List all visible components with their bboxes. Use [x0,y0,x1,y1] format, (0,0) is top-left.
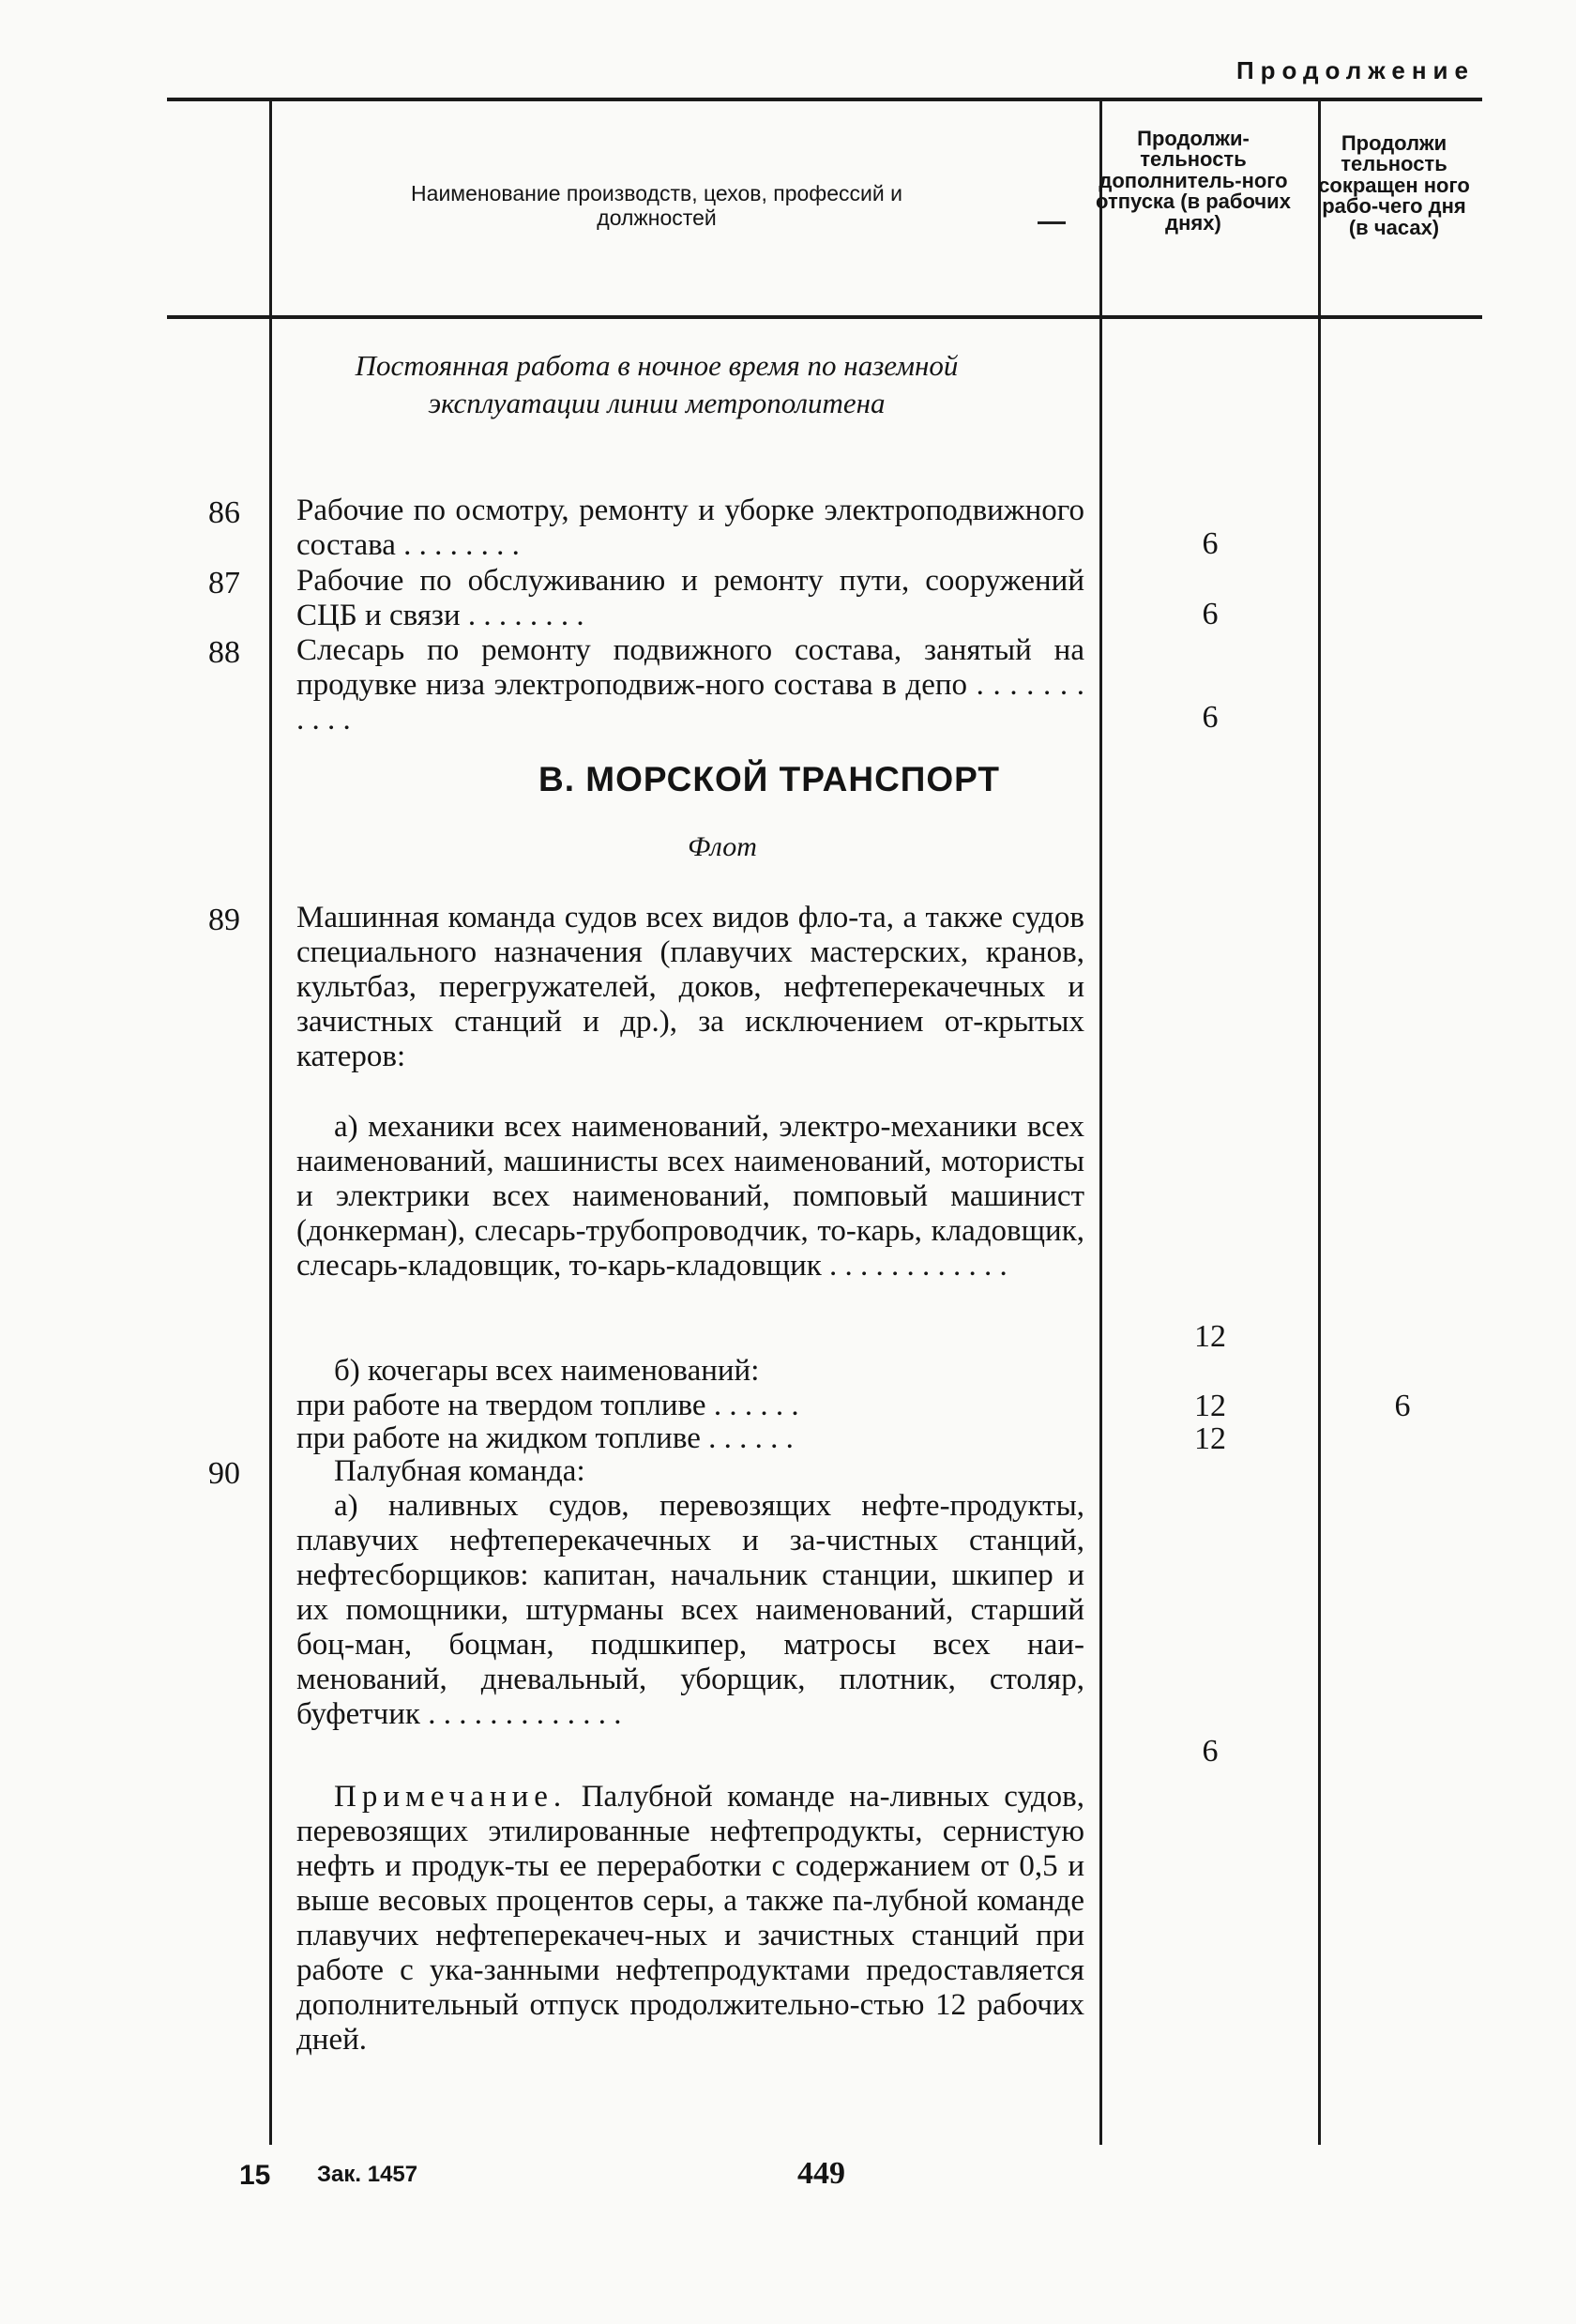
footer-sheet-number: 15 [239,2160,271,2191]
column-divider-number [269,99,272,2145]
header-dash [1038,221,1066,224]
row-text: Палубная команда: [334,1454,585,1488]
row-leave-days: 6 [1202,1734,1219,1769]
note-text: Палубной команде на-ливных судов, перевозящих этилированные нефтепродукты, сернистую нефть и продук-ты ее переработки с содержанием от 0,5 и выше весовых процентов серы, а также па-лубной команде плавучих нефтеперекачеч-ных и зачистных станций при работе с ука-занными нефтепродуктами предоставляется дополнительный отпуск продолжительно-стью 12 рабочих дней. [296,1780,1084,2057]
row-number: 87 [208,566,240,600]
row-reduced-hours: 6 [1394,1389,1411,1423]
row-leave-days: 6 [1202,526,1219,561]
row-subitem-b1: при работе на твердом топливе . . . . . . [296,1389,799,1422]
row-text: Слесарь по ремонту подвижного состава, занятый на продувке низа электроподвиж-ного состава в депо . . . . . . . . . . . [296,633,1084,737]
page-number: 449 [797,2156,845,2191]
section-heading-night-work: Постоянная работа в ночное время по наземной эксплуатации линии метрополитена [355,349,959,419]
header-name-column: Наименование производств, цехов, профессий и должностей [411,181,902,231]
row-leave-days: 12 [1194,1319,1226,1354]
row-number: 90 [208,1456,240,1491]
header-leave-days-column: Продолжи-тельность дополнитель-ного отпуска (в рабочих днях) [1096,127,1291,235]
footer-order-number: Зак. 1457 [317,2162,418,2187]
row-subitem-b2: при работе на жидком топливе . . . . . . [296,1421,794,1455]
row-leave-days: 12 [1194,1421,1226,1456]
column-divider-days [1318,99,1321,2145]
header-top-rule [167,98,1482,101]
header-reduced-hours-column: Продолжи тельность сокращен ного рабо-чего дня (в часах) [1318,131,1470,239]
continuation-label: Продолжение [1235,56,1475,84]
column-divider-name [1099,99,1102,2145]
row-text: Рабочие по осмотру, ремонту и уборке электроподвижного состава . . . . . . . . [296,494,1084,562]
row-subitem-a: а) наливных судов, перевозящих нефте-продукты, плавучих нефтеперекачечных и за-чистных станций, нефтесборщиков: капитан, начальник станции, шкипер и их помощники, штурманы всех наименований, старший боц-ман, боцман, подшкипер, матросы всех наи-менований, дневальный, уборщик, плотник, столяр, буфетчик . . . . . . . . . . . . . [296,1489,1084,1731]
note-paragraph [296,1780,1084,2127]
row-text: Рабочие по обслуживанию и ремонту пути, сооружений СЦБ и связи . . . . . . . . [296,564,1084,632]
row-leave-days: 6 [1202,597,1219,631]
row-number: 89 [208,903,240,937]
row-leave-days: 12 [1194,1389,1226,1423]
header-bottom-rule [167,315,1482,319]
row-subitem-b: б) кочегары всех наименований: [334,1354,760,1388]
section-heading-sea-transport: В. МОРСКОЙ ТРАНСПОРТ [538,760,1000,798]
row-text: Машинная команда судов всех видов фло-та, а также судов специального назначения (плавучих мастерских, кранов, культбаз, перегружателей, доков, нефтеперекачечных и зачистных станций и др.), за исключением от-крытых катеров: [296,901,1084,1073]
row-subitem-a: а) механики всех наименований, электро-механики всех наименований, машинисты всех наименований, мотористы и электрики всех наименований, помповый машинист (донкерман), слесарь-трубопроводчик, то-карь, кладовщик, слесарь-кладовщик, то-карь-кладовщик . . . . . . . . . . . . [296,1110,1084,1283]
subheading-fleet: Флот [688,831,757,862]
row-leave-days: 6 [1202,700,1219,735]
row-number: 86 [208,495,240,530]
note-lead: Примечание. [334,1780,568,1814]
row-number: 88 [208,635,240,670]
